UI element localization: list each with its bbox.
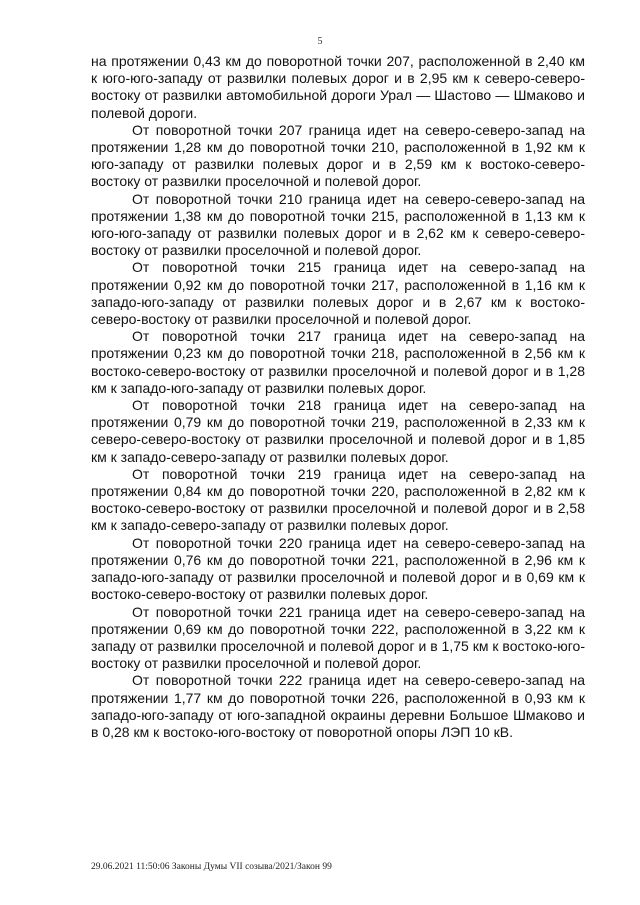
paragraph-point-215: От поворотной точки 215 граница идет на северо-запад на протяжении 0,92 км до поворотной точки 217, расположенной в 1,16 км к западо-юго-западу от развилки полевых дорог и в 2,67 км к востоко-северо-востоку от развилки проселочной и полевой дорог. <box>91 259 585 328</box>
paragraph-point-222: От поворотной точки 222 граница идет на северо-северо-запад на протяжении 1,77 км до поворотной точки 226, расположенной в 0,93 км к западо-юго-западу от юго-западной окраины деревни Большое Шмаково и в 0,28 км к востоко-юго-востоку от поворотной опоры ЛЭП 10 кВ. <box>91 672 585 740</box>
paragraph-point-207: От поворотной точки 207 граница идет на северо-северо-запад на протяжении 1,28 км до поворотной точки 210, расположенной в 1,92 км к юго-западу от развилки полевых дорог и в 2,59 км к востоко-северо-востоку от развилки проселочной и полевой дорог. <box>91 121 585 190</box>
paragraph-point-218: От поворотной точки 218 граница идет на северо-запад на протяжении 0,79 км до поворотной точки 219, расположенной в 2,33 км к северо-северо-востоку от развилки проселочной и полевой дорог и в 1,85 км к западо-северо-западу от развилки полевых дорог. <box>91 397 585 465</box>
paragraph-continued: на протяжении 0,43 км до поворотной точки 207, расположенной в 2,40 км к юго-юго-западу от развилки полевых дорог и в 2,95 км к северо-северо-востоку от развилки автомобильной дороги Урал — Шастово — Шмаково и полевой дороги. <box>91 53 585 121</box>
paragraph-point-221: От поворотной точки 221 граница идет на северо-северо-запад на протяжении 0,69 км до поворотной точки 222, расположенной в 3,22 км к западу от развилки проселочной и полевой дорог и в 1,75 км к востоко-юго-востоку от развилки проселочной и полевой дорог. <box>91 603 585 672</box>
paragraph-point-217: От поворотной точки 217 граница идет на северо-запад на протяжении 0,23 км до поворотной точки 218, расположенной в 2,56 км к востоко-северо-востоку от развилки проселочной и полевой дорог и в 1,28 км к западо-юго-западу от развилки полевых дорог. <box>91 328 585 396</box>
page-number: 5 <box>317 36 323 47</box>
document-body <box>91 53 585 741</box>
paragraph-point-219: От поворотной точки 219 граница идет на северо-запад на протяжении 0,84 км до поворотной точки 220, расположенной в 2,82 км к востоко-северо-востоку от развилки проселочной и полевой дорог и в 2,58 км к западо-северо-западу от развилки полевых дорог. <box>91 465 585 534</box>
document-footer: 29.06.2021 11:50:06 Законы Думы VII созыва/2021/Закон 99 <box>91 862 332 872</box>
paragraph-point-220: От поворотной точки 220 граница идет на северо-северо-запад на протяжении 0,76 км до поворотной точки 221, расположенной в 2,96 км к западо-юго-западу от развилки проселочной и полевой дорог и в 0,69 км к востоко-северо-востоку от развилки полевых дорог. <box>91 534 585 603</box>
paragraph-point-210: От поворотной точки 210 граница идет на северо-северо-запад на протяжении 1,38 км до поворотной точки 215, расположенной в 1,13 км к юго-юго-западу от развилки полевых дорог и в 2,62 км к северо-северо-востоку от развилки проселочной и полевой дорог. <box>91 190 585 259</box>
